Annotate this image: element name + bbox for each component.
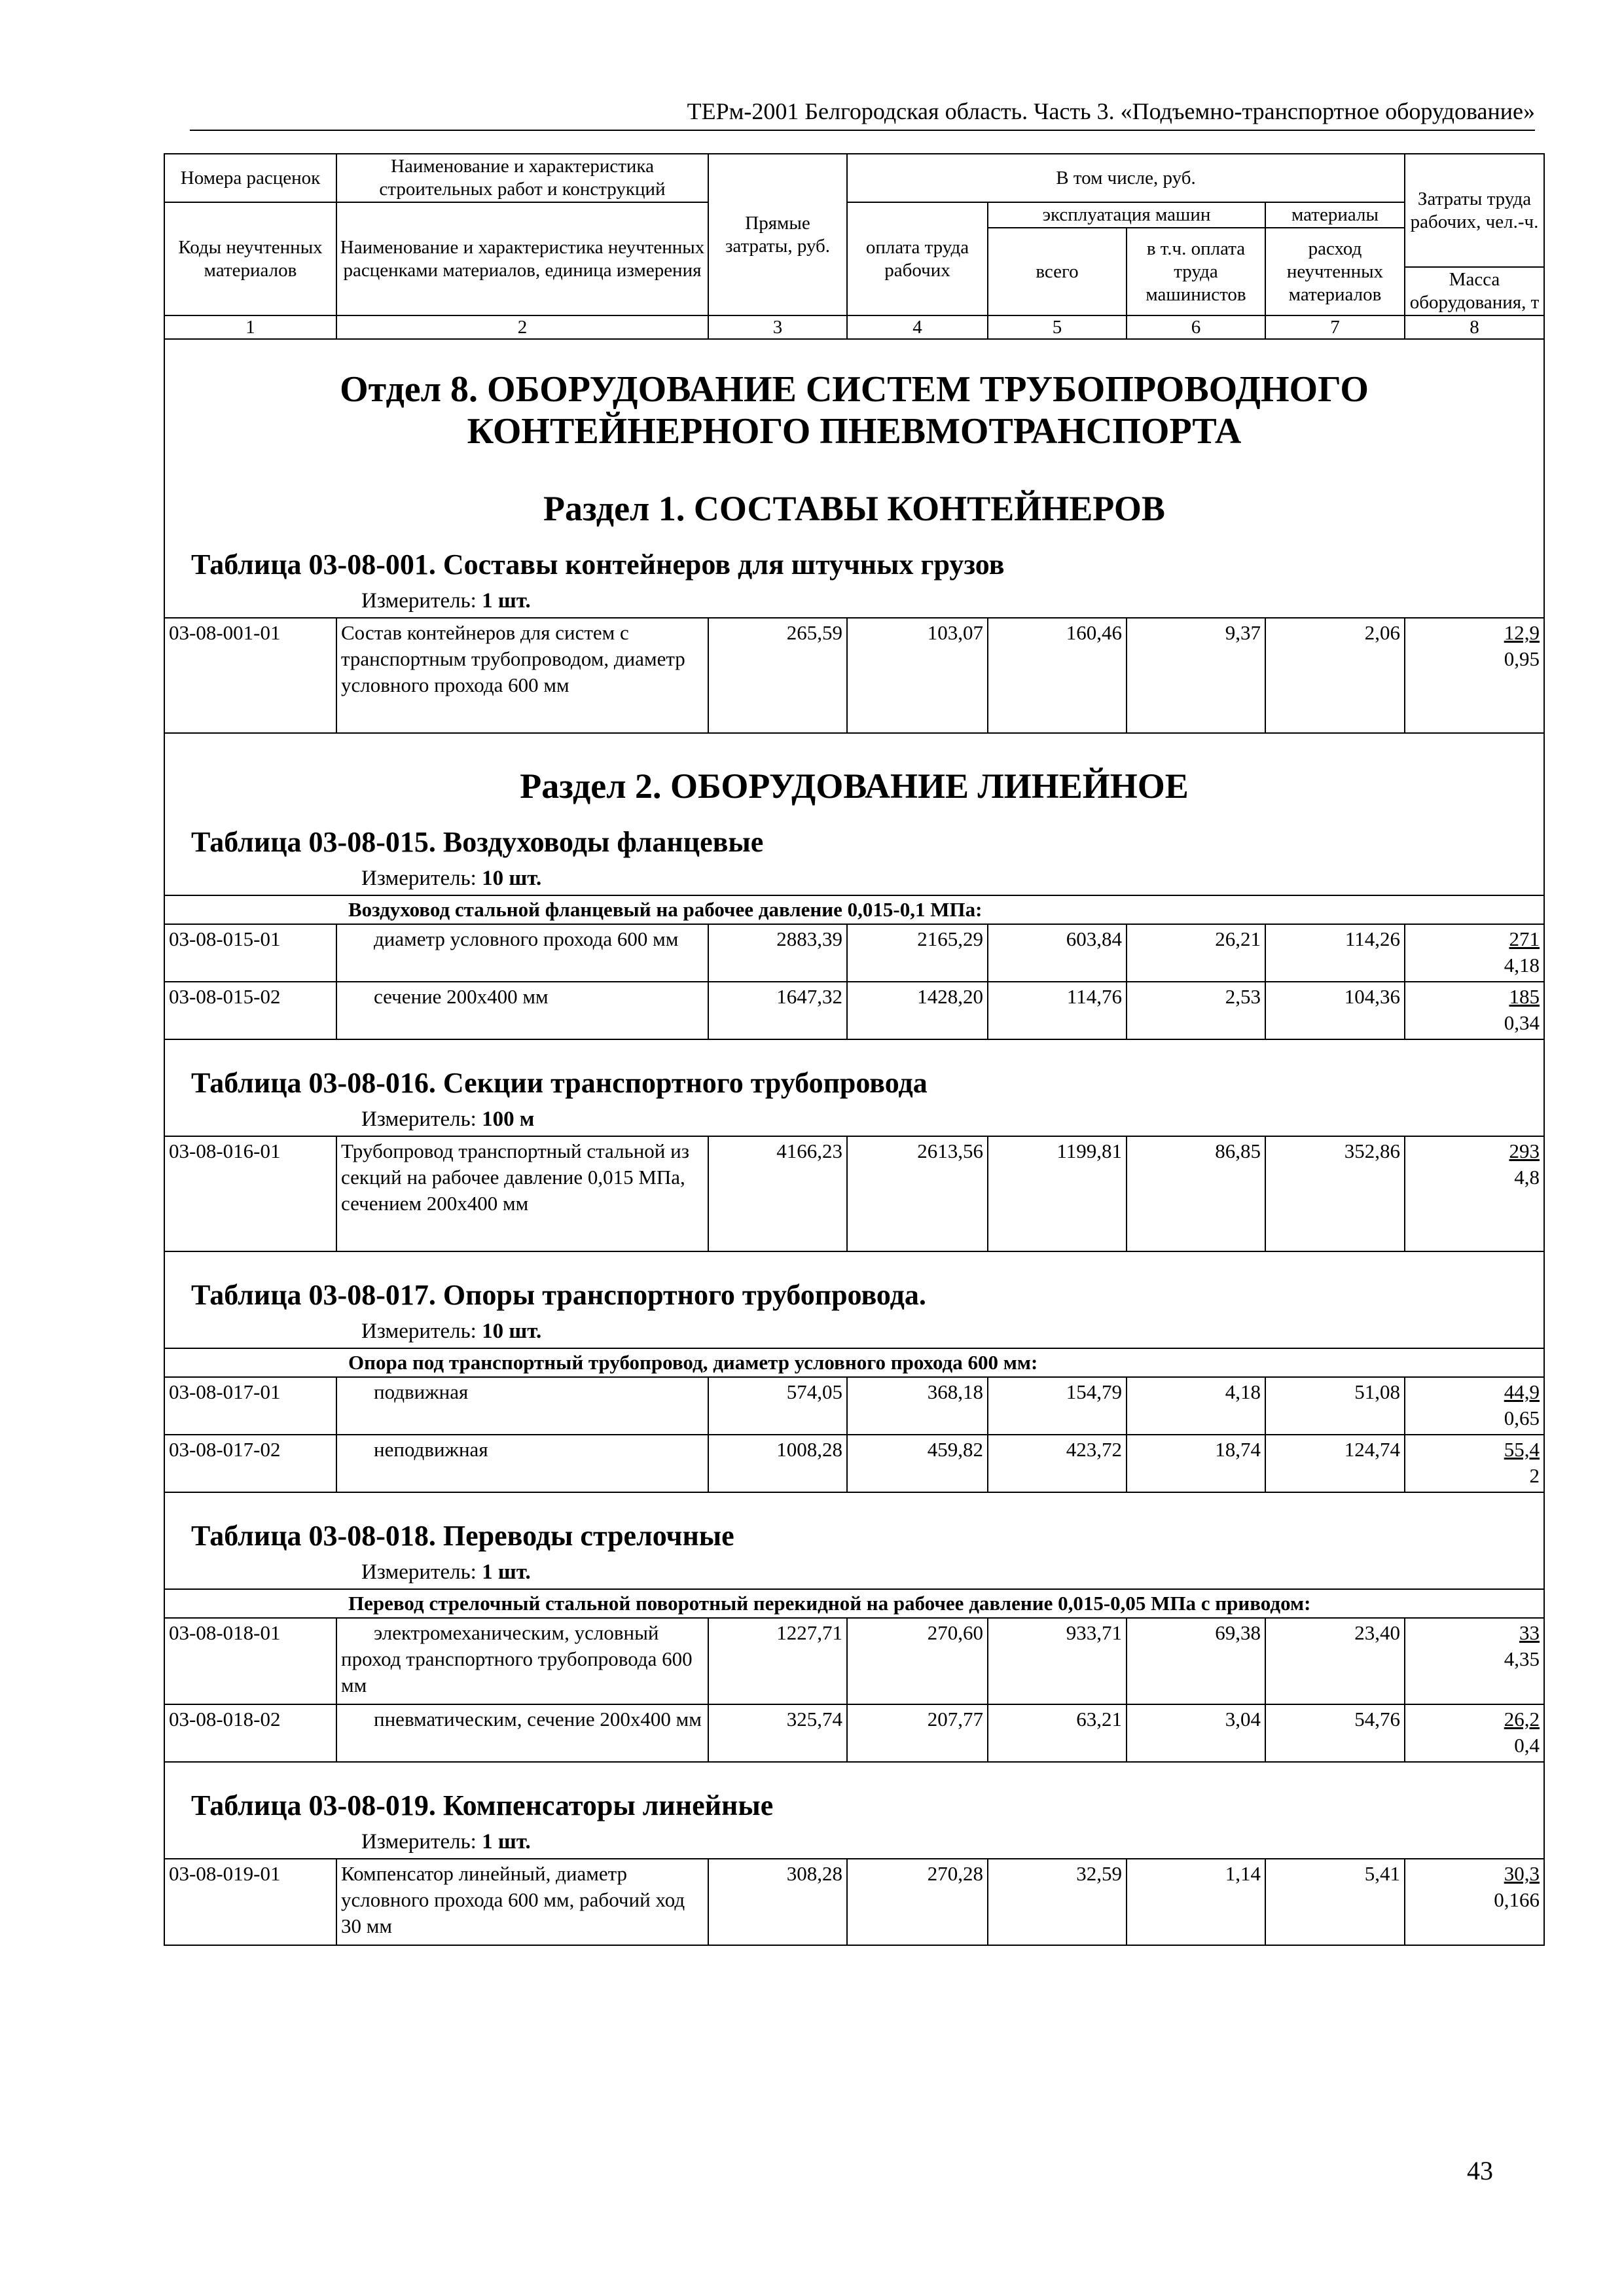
rates-table [164,153,1545,1946]
labor-mass [1405,1435,1544,1492]
table-row [164,618,1544,733]
table-row [164,924,1544,982]
labor-pay: 103,07 [847,618,988,733]
labor-hours: 185 [1509,985,1540,1008]
equipment-mass: 2 [1529,1464,1540,1487]
rate-code: 03-08-017-02 [164,1435,336,1492]
labor-mass [1405,1136,1544,1251]
materials: 54,76 [1265,1704,1405,1762]
table-018-title: Таблица 03-08-018. Переводы стрелочные [191,1520,734,1552]
machinists-pay: 18,74 [1127,1435,1265,1492]
machines-total: 423,72 [988,1435,1127,1492]
table-018-subhead: Перевод стрелочный стальной поворотный перекидной на рабочее давление 0,015-0,05 МПа с приводом: [164,1589,1544,1618]
machines-total: 1199,81 [988,1136,1127,1251]
table-017-title: Таблица 03-08-017. Опоры транспортного трубопровода. [191,1279,926,1311]
direct-cost: 308,28 [708,1859,847,1945]
equipment-mass: 0,95 [1504,647,1540,670]
section-band [164,733,1544,895]
equipment-mass: 4,8 [1514,1166,1540,1189]
table-017-subhead: Опора под транспортный трубопровод, диаметр условного прохода 600 мм: [164,1348,1544,1377]
equipment-mass: 0,4 [1514,1734,1540,1757]
machinists-pay: 2,53 [1127,982,1265,1039]
razdel-2-title: Раздел 2. ОБОРУДОВАНИЕ ЛИНЕЙНОЕ [520,766,1189,806]
materials: 51,08 [1265,1377,1405,1435]
equipment-mass: 0,166 [1494,1888,1540,1911]
materials: 352,86 [1265,1136,1405,1251]
measure-017: Измеритель: 10 шт. [361,1319,542,1343]
measure-019: Измеритель: 1 шт. [361,1830,531,1854]
direct-cost: 1227,71 [708,1618,847,1704]
labor-pay: 207,77 [847,1704,988,1762]
table-row [164,1704,1544,1762]
measure-016: Измеритель: 100 м [361,1107,535,1131]
col-num-2: 2 [336,315,708,339]
table-015-title: Таблица 03-08-015. Воздуховоды фланцевые [191,826,764,858]
direct-cost: 325,74 [708,1704,847,1762]
col-num-8: 8 [1405,315,1544,339]
table-row [164,1435,1544,1492]
materials: 23,40 [1265,1618,1405,1704]
table-row [164,1377,1544,1435]
labor-pay: 270,28 [847,1859,988,1945]
labor-pay: 2165,29 [847,924,988,982]
machinists-pay: 1,14 [1127,1859,1265,1945]
labor-mass [1405,982,1544,1039]
materials: 5,41 [1265,1859,1405,1945]
th-ekspl: эксплуатация машин [988,202,1265,228]
th-zatraty: Затраты труда рабочих, чел.-ч. [1405,154,1544,267]
table-019-title: Таблица 03-08-019. Компенсаторы линейные [191,1789,774,1821]
labor-mass [1405,1859,1544,1945]
section-band [164,1251,1544,1348]
rate-code: 03-08-018-02 [164,1704,336,1762]
rate-name: электромеханическим, условный проход транспортного трубопровода 600 мм [336,1618,708,1704]
table-row [164,1859,1544,1945]
table-row [164,982,1544,1039]
machines-total: 154,79 [988,1377,1127,1435]
labor-mass [1405,924,1544,982]
section-band [164,339,1544,618]
machines-total: 32,59 [988,1859,1127,1945]
labor-hours: 293 [1509,1139,1540,1162]
rate-name: сечение 200х400 мм [336,982,708,1039]
machines-total: 933,71 [988,1618,1127,1704]
direct-cost: 2883,39 [708,924,847,982]
rate-code: 03-08-019-01 [164,1859,336,1945]
col-num-5: 5 [988,315,1127,339]
labor-pay: 459,82 [847,1435,988,1492]
machinists-pay: 3,04 [1127,1704,1265,1762]
labor-hours: 271 [1509,927,1540,950]
rate-name: диаметр условного прохода 600 мм [336,924,708,982]
labor-pay: 368,18 [847,1377,988,1435]
materials: 2,06 [1265,618,1405,733]
th-kody: Коды неучтенных материалов [164,202,336,315]
table-016-title: Таблица 03-08-016. Секции транспортного трубопровода [191,1067,928,1099]
rate-code: 03-08-016-01 [164,1136,336,1251]
section-band [164,1492,1544,1589]
th-rashod: расход неучтенных материалов [1265,228,1405,315]
col-num-6: 6 [1127,315,1265,339]
materials: 124,74 [1265,1435,1405,1492]
th-nomera: Номера расценок [164,154,336,202]
th-oplata: оплата труда рабочих [847,202,988,315]
equipment-mass: 0,34 [1504,1011,1540,1034]
rate-code: 03-08-018-01 [164,1618,336,1704]
labor-hours: 44,9 [1504,1380,1540,1403]
equipment-mass: 4,35 [1504,1647,1540,1670]
machines-total: 603,84 [988,924,1127,982]
table-row [164,1618,1544,1704]
rate-name: пневматическим, сечение 200х400 мм [336,1704,708,1762]
col-num-4: 4 [847,315,988,339]
table-header [164,154,1544,339]
rate-name: Состав контейнеров для систем с транспортным трубопроводом, диаметр условного прохода 600 мм [336,618,708,733]
rate-code: 03-08-015-02 [164,982,336,1039]
page-number: 43 [1467,2156,1493,2185]
table-row [164,1136,1544,1251]
col-num-7: 7 [1265,315,1405,339]
th-v-tom-chisle: В том числе, руб. [847,154,1405,202]
labor-mass [1405,1704,1544,1762]
measure-015: Измеритель: 10 шт. [361,867,542,890]
direct-cost: 1008,28 [708,1435,847,1492]
labor-hours: 12,9 [1504,621,1540,644]
rate-code: 03-08-017-01 [164,1377,336,1435]
th-naim: Наименование и характеристика строительных работ и конструкций [336,154,708,202]
rate-code: 03-08-015-01 [164,924,336,982]
machines-total: 63,21 [988,1704,1127,1762]
section-band [164,1039,1544,1136]
th-naim-neuchet: Наименование и характеристика неучтенных расценками материалов, единица измерения [336,202,708,315]
machines-total: 114,76 [988,982,1127,1039]
labor-hours: 33 [1519,1621,1540,1644]
table-001-title: Таблица 03-08-001. Составы контейнеров для штучных грузов [191,548,1005,581]
th-vsego: всего [988,228,1127,315]
otdel-title: Отдел 8. ОБОРУДОВАНИЕ СИСТЕМ ТРУБОПРОВОДНОГО КОНТЕЙНЕРНОГО ПНЕВМОТРАНСПОРТА [340,369,1369,452]
th-vtch: в т.ч. оплата труда машинистов [1127,228,1265,315]
labor-pay: 1428,20 [847,982,988,1039]
th-materialy: материалы [1265,202,1405,228]
rate-name: подвижная [336,1377,708,1435]
labor-mass [1405,618,1544,733]
direct-cost: 574,05 [708,1377,847,1435]
equipment-mass: 4,18 [1504,954,1540,977]
section-band [164,1762,1544,1859]
labor-mass [1405,1377,1544,1435]
labor-hours: 55,4 [1504,1438,1540,1461]
machinists-pay: 86,85 [1127,1136,1265,1251]
th-massa: Масса оборудования, т [1405,267,1544,315]
measure-001: Измеритель: 1 шт. [361,589,531,613]
direct-cost: 1647,32 [708,982,847,1039]
rate-name: Трубопровод транспортный стальной из секций на рабочее давление 0,015 МПа, сечением 200х400 мм [336,1136,708,1251]
machinists-pay: 9,37 [1127,618,1265,733]
measure-018: Измеритель: 1 шт. [361,1560,531,1584]
rate-name: неподвижная [336,1435,708,1492]
materials: 104,36 [1265,982,1405,1039]
col-num-1: 1 [164,315,336,339]
rate-code: 03-08-001-01 [164,618,336,733]
labor-mass [1405,1618,1544,1704]
col-num-3: 3 [708,315,847,339]
th-pryamye: Прямые затраты, руб. [708,154,847,315]
machinists-pay: 4,18 [1127,1377,1265,1435]
machinists-pay: 69,38 [1127,1618,1265,1704]
labor-pay: 2613,56 [847,1136,988,1251]
labor-hours: 26,2 [1504,1708,1540,1731]
running-title: ТЕРм-2001 Белгородская область. Часть 3. «Подъемно-транспортное оборудование» [190,98,1535,131]
table-015-subhead: Воздуховод стальной фланцевый на рабочее давление 0,015-0,1 МПа: [164,895,1544,924]
materials: 114,26 [1265,924,1405,982]
rate-name: Компенсатор линейный, диаметр условного прохода 600 мм, рабочий ход 30 мм [336,1859,708,1945]
direct-cost: 4166,23 [708,1136,847,1251]
razdel-1-title: Раздел 1. СОСТАВЫ КОНТЕЙНЕРОВ [543,489,1165,528]
equipment-mass: 0,65 [1504,1407,1540,1429]
labor-hours: 30,3 [1504,1862,1540,1885]
machines-total: 160,46 [988,618,1127,733]
direct-cost: 265,59 [708,618,847,733]
labor-pay: 270,60 [847,1618,988,1704]
machinists-pay: 26,21 [1127,924,1265,982]
